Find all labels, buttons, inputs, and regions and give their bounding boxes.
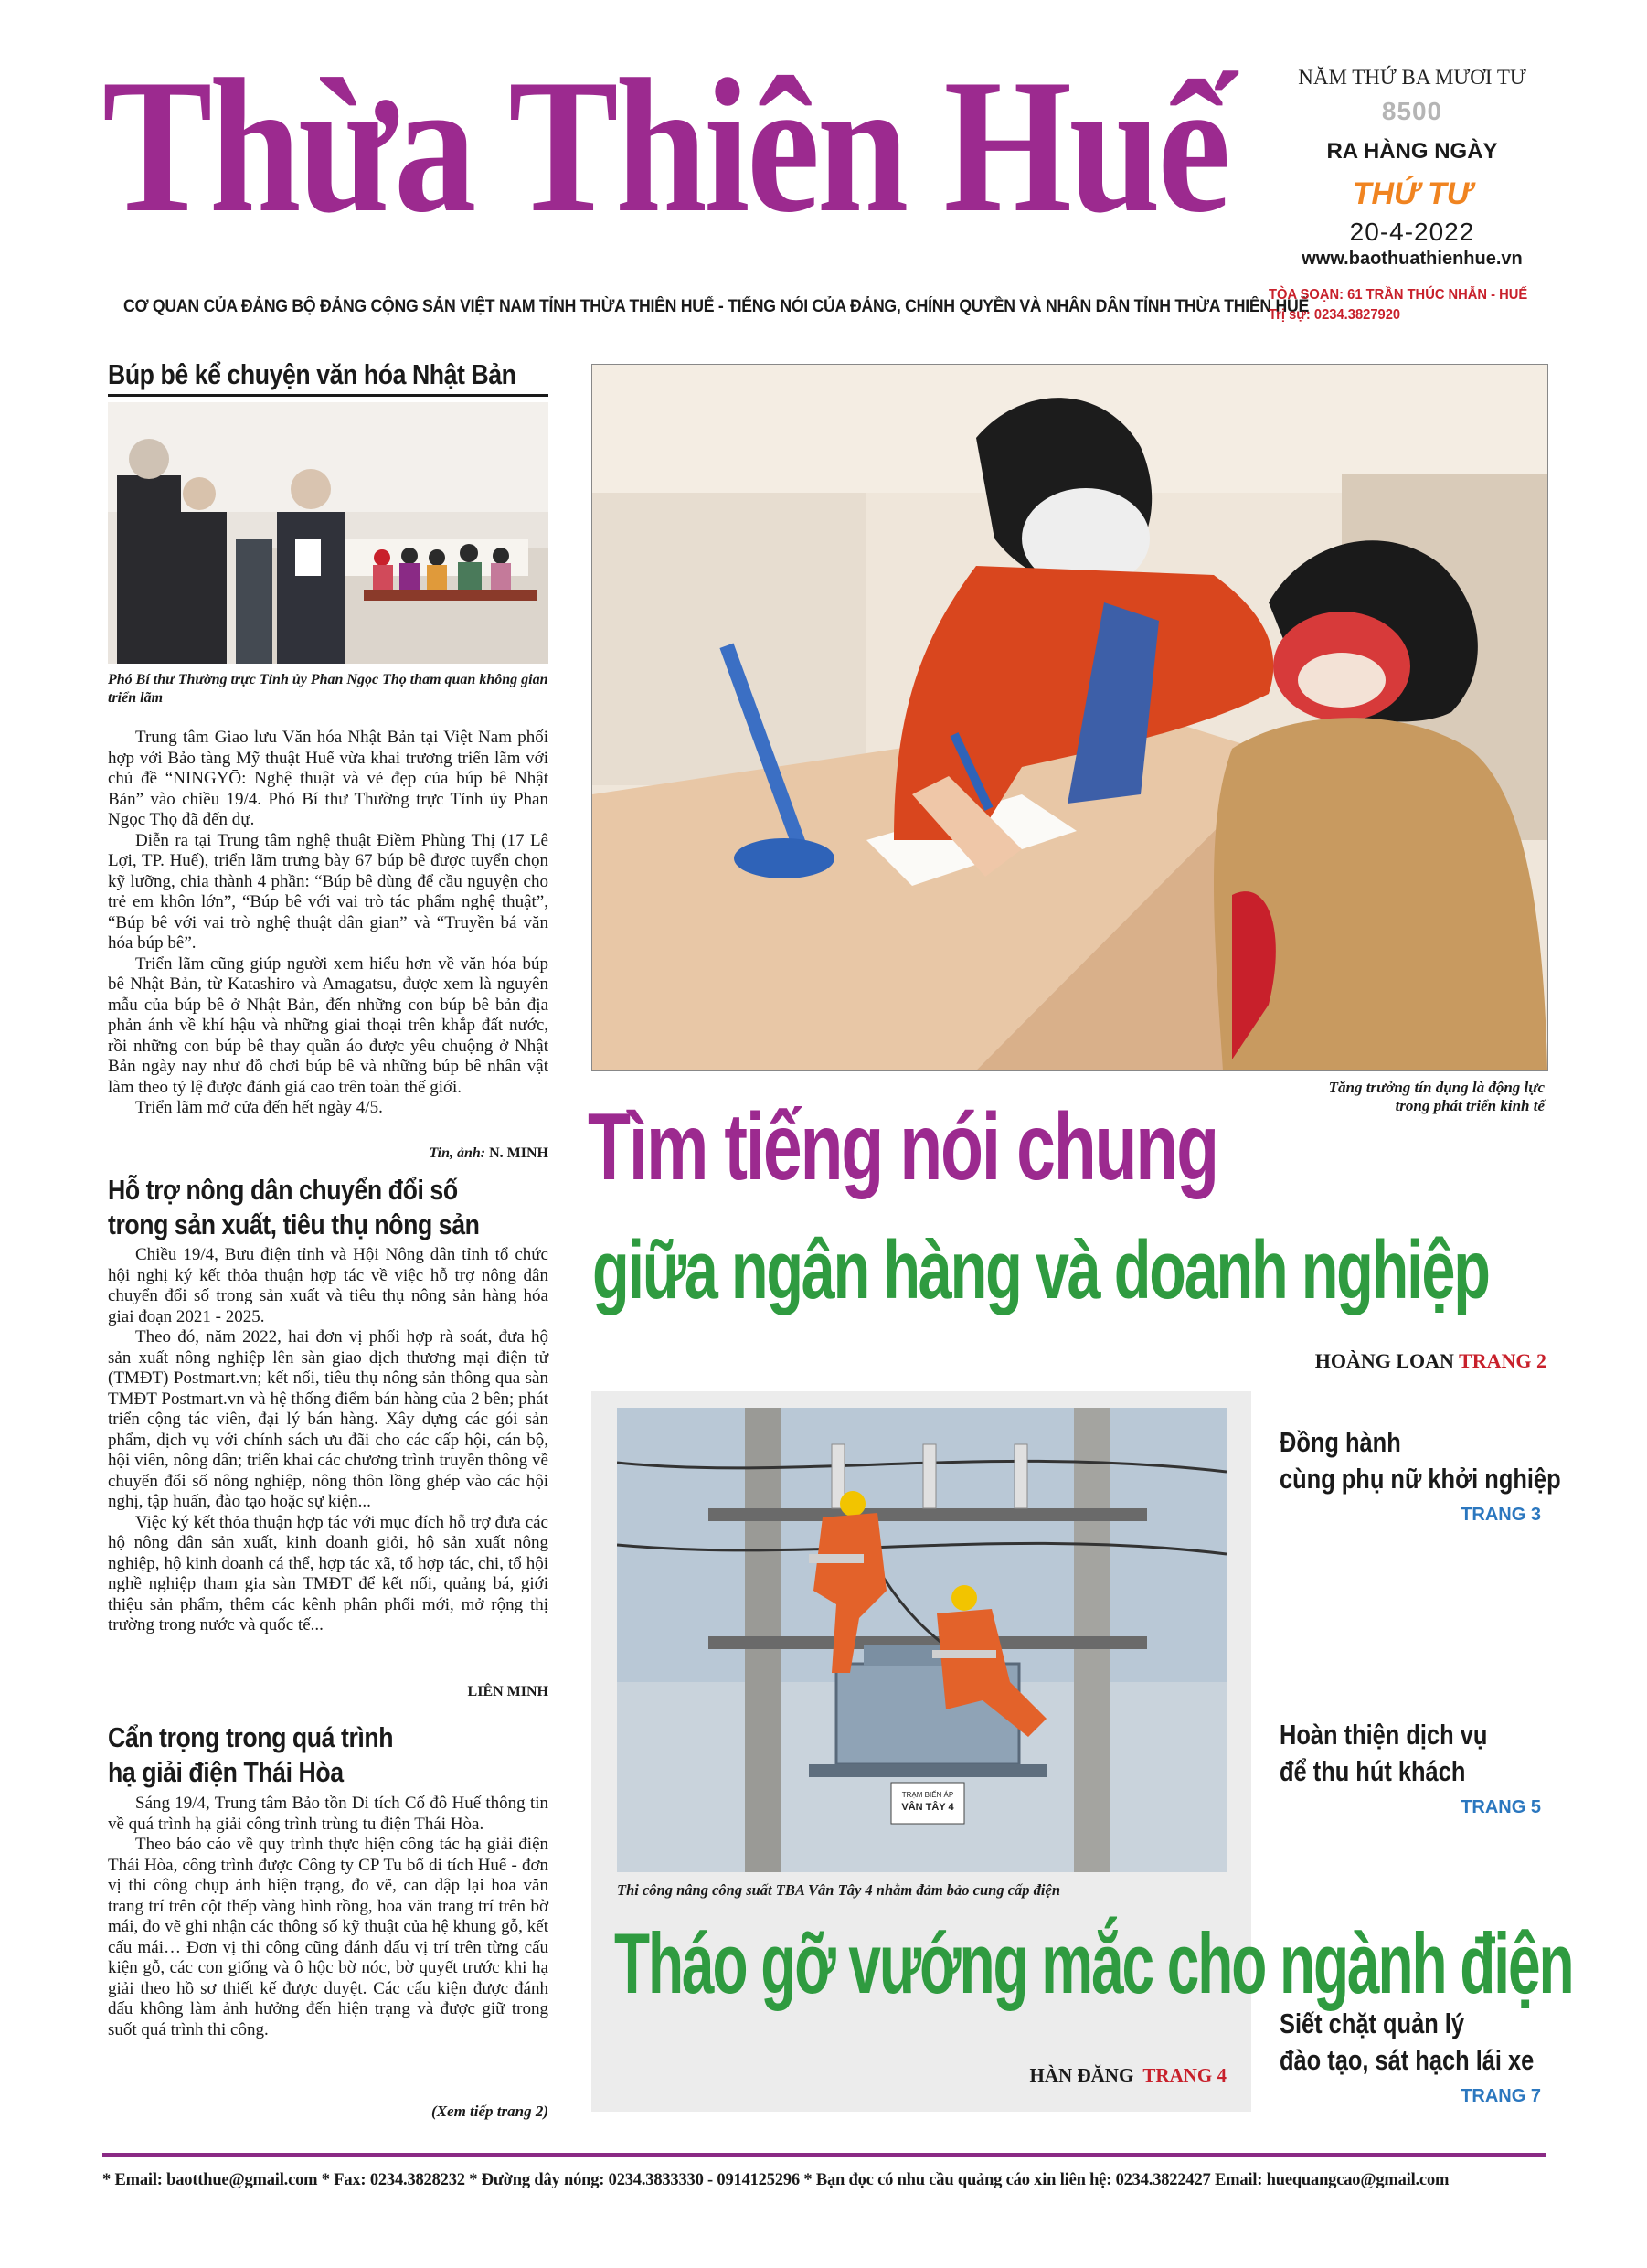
office-phone: Trị sự: 0234.3827920 (1269, 307, 1401, 323)
article1-byline-name: N. MINH (489, 1145, 548, 1161)
teaser-page-ref: TRANG 7 (1461, 2086, 1541, 2106)
substation-sign-line2: VÂN TÂY 4 (901, 1802, 954, 1813)
doll-exhibition-photo (108, 402, 548, 664)
teaser-item[interactable] (1280, 1717, 1554, 1818)
teaser-page-ref: TRANG 5 (1461, 1797, 1541, 1817)
power-author-line (823, 2064, 1227, 2087)
footer-rule (102, 2153, 1546, 2157)
power-author: HÀN ĐĂNG (1029, 2064, 1134, 2086)
frequency-label: RA HÀNG NGÀY (1326, 139, 1498, 164)
teaser-item[interactable] (1280, 2006, 1554, 2107)
newspaper-title: Thừa Thiên Huế (102, 40, 1228, 252)
article2-paragraph: Việc ký kết thỏa thuận hợp tác với mục đích hỗ trợ đưa các hộ nông dân sản xuất, kinh doanh giỏi, hộ sản xuất nông nghiệp, hộ kinh doanh cá thể, hợp tác xã, tổ hợp tác, chi, tổ hội nghề nghiệp tham gia sàn TMĐT để kết nối, quảng bá, giới thiệu sản phẩm, thêm các kênh phân phối mới, mở rộng thị trường trong nước và quốc tế... (108, 1512, 548, 1634)
article3-title-line1: Cẩn trọng trong quá trình (108, 1721, 394, 1753)
teaser-title-line2: cùng phụ nữ khởi nghiệp (1280, 1463, 1561, 1495)
website-link[interactable]: www.baothuathienhue.vn (1302, 249, 1523, 269)
footer-contacts: * Email: baotthue@gmail.com * Fax: 0234.3828232 * Đường dây nóng: 0234.3833330 - 0914125296 * Bạn đọc có nhu cầu quảng cáo xin liên hệ: 0234.3822427 Email: huequangcao@gmail.com (102, 2171, 1450, 2189)
teaser-title-line1: Đồng hành (1280, 1426, 1401, 1458)
article1-title[interactable]: Búp bê kể chuyện văn hóa Nhật Bản (108, 358, 516, 390)
article1-paragraph: Trung tâm Giao lưu Văn hóa Nhật Bản tại Việt Nam phối hợp với Bảo tàng Mỹ thuật Huế vừa khai trương triển lãm với chủ đề “NINGYŌ: Nghệ thuật và vẻ đẹp của búp bê Nhật Bản” vào chiều 19/4. Phó Bí thư Thường trực Tỉnh ủy Phan Ngọc Thọ đã đến dự. (108, 728, 548, 829)
article3-title-line2: hạ giải điện Thái Hòa (108, 1756, 344, 1788)
article3-body (108, 1794, 548, 2040)
power-photo-caption: Thi công nâng công suất TBA Vân Tây 4 nhằm đảm bảo cung cấp điện (617, 1881, 1060, 1899)
power-workers-photo (617, 1408, 1227, 1872)
teaser-item[interactable] (1280, 1424, 1561, 1526)
weekday-label: THỨ TƯ (1352, 176, 1472, 211)
teaser-title-line2: để thu hút khách (1280, 1755, 1466, 1787)
lead-author-line (1097, 1349, 1546, 1373)
article1-byline (108, 1145, 548, 1162)
office-info (1269, 285, 1570, 325)
teaser-title-line1: Hoàn thiện dịch vụ (1280, 1719, 1488, 1751)
lead-photo-caption-line2: trong phát triển kinh tế (1395, 1097, 1545, 1114)
teaser-title-line1: Siết chặt quản lý (1280, 2007, 1465, 2039)
power-headline[interactable]: Tháo gỡ vướng mắc cho ngành điện (614, 1915, 1573, 2011)
article3-continued[interactable]: (Xem tiếp trang 2) (431, 2103, 548, 2120)
article2-title-line2: trong sản xuất, tiêu thụ nông sản (108, 1209, 480, 1240)
article1-paragraph: Triển lãm mở cửa đến hết ngày 4/5. (135, 1098, 383, 1117)
lead-author: HOÀNG LOAN (1314, 1349, 1454, 1372)
article1-body (108, 728, 548, 1119)
article1-rule (108, 394, 548, 397)
article3-title[interactable] (108, 1720, 548, 1790)
office-address: TÒA SOẠN: 61 TRẦN THÚC NHẪN - HUẾ (1269, 287, 1528, 303)
article2-byline: LIÊN MINH (467, 1684, 548, 1699)
issue-number: 8500 (1381, 97, 1443, 125)
lead-photo-caption-line1: Tăng trưởng tín dụng là động lực (1328, 1079, 1545, 1096)
article2-paragraph: Theo đó, năm 2022, hai đơn vị phối hợp rà soát, đưa hộ sản xuất nông nghiệp lên sàn giao dịch thương mại điện tử (TMĐT) Postmart.vn; kết nối, tiêu thụ nông sản thông qua sàn TMĐT Postmart.vn và hệ thống điểm bán hàng của 2 bên; phát triển cộng tác viên, đại lý bán hàng. Xây dựng các gói sản phẩm, dịch vụ với chính sách ưu đãi cho các cấp hội, cán bộ, hội viên, nông dân; triển khai các chương trình truyền thông về chuyển đổi số nông nghiệp, nông thôn lồng ghép vào các hội nghị, tập huấn, đào tạo hoặc sự kiện... (108, 1327, 548, 1511)
lead-page-ref[interactable]: TRANG 2 (1459, 1349, 1546, 1372)
article1-photo-caption: Phó Bí thư Thường trực Tỉnh ủy Phan Ngọc Thọ tham quan không gian triển lãm (108, 672, 548, 706)
article1-byline-prefix: Tin, ảnh: (429, 1145, 486, 1161)
article1-paragraph: Triển lãm cũng giúp người xem hiểu hơn về văn hóa búp bê Nhật Bản, từ Katashiro và Amagatsu, được xem là nguyên mẫu của búp bê ở Nhật Bản, đến những con búp bê bản địa phản ánh về khí hậu và những giai thoại trên khắp đất nước, rồi những con búp bê thay quần áo được yêu chuộng ở Nhật Bản ngày nay như đồ chơi búp bê và những búp bê nhân vật làm theo tỷ lệ được đánh giá cao trên toàn thế giới. (108, 953, 548, 1097)
article2-title-line1: Hỗ trợ nông dân chuyển đổi số (108, 1174, 458, 1206)
teaser-page-ref: TRANG 3 (1461, 1505, 1541, 1525)
article3-paragraph: Sáng 19/4, Trung tâm Bảo tồn Di tích Cố đô Huế thông tin về quá trình hạ giải công trình trùng tu điện Thái Hòa. (108, 1794, 548, 1834)
bank-counter-photo (591, 364, 1548, 1071)
substation-sign-line1: TRẠM BIẾN ÁP (901, 1791, 954, 1799)
article2-paragraph: Chiều 19/4, Bưu điện tỉnh và Hội Nông dân tỉnh tổ chức hội nghị ký kết thỏa thuận hợp tác về việc hỗ trợ nông dân chuyển đổi số trong sản xuất và tiêu thụ nông sản hàng hóa giai đoạn 2021 - 2025. (108, 1245, 548, 1326)
power-page-ref[interactable]: TRANG 4 (1142, 2064, 1227, 2086)
year-label: NĂM THỨ BA MƯƠI TƯ (1298, 66, 1526, 89)
article2-body (108, 1245, 548, 1636)
lead-headline-line1[interactable]: Tìm tiếng nói chung (588, 1094, 1217, 1200)
article2-title[interactable] (108, 1173, 548, 1242)
article3-paragraph: Theo báo cáo về quy trình thực hiện công tác hạ giải điện Thái Hòa, công trình được Công ty CP Tu bổ di tích Huế - đơn vị thi công chụp ảnh hiện trạng, đo vẽ, can dập lại hoa văn trang trí trên cột thếp vàng hình rồng, hoa văn trang trí trên bờ mái, đo vẽ ghi nhận các thông số kỹ thuật của hệ khung gỗ, kết cấu mái… Đơn vị thi công cũng đánh dấu vị trí trên từng cấu kiện gỗ, các con giống và ô hộc bờ nóc, bờ quyết trước khi hạ giải theo hồ sơ thiết kế được duyệt. Các cấu kiện được đánh dấu không làm ảnh hưởng đến hiện trạng và được giữ trong suốt quá trình thi công. (108, 1835, 548, 2039)
teaser-title-line2: đào tạo, sát hạch lái xe (1280, 2044, 1535, 2076)
lead-headline-line2[interactable]: giữa ngân hàng và doanh nghiệp (592, 1225, 1489, 1316)
masthead-tagline: CƠ QUAN CỦA ĐẢNG BỘ ĐẢNG CỘNG SẢN VIỆT NAM TỈNH THỪA THIÊN HUẾ - TIẾNG NÓI CỦA ĐẢNG, CHÍNH QUYỀN VÀ NHÂN DÂN TỈNH THỪA THIÊN HUẾ (123, 297, 1309, 316)
issue-date: 20-4-2022 (1349, 218, 1475, 246)
article1-paragraph: Diễn ra tại Trung tâm nghệ thuật Điềm Phùng Thị (17 Lê Lợi, TP. Huế), triển lãm trưng bày 67 búp bê được tuyển chọn kỹ lưỡng, chia thành 4 phần: “Búp bê dùng để cầu nguyện cho trẻ em khôn lớn”, “Búp bê với vai trò tác phẩm nghệ thuật”, “Búp bê với vai trò nghệ thuật dân gian” và “Truyền bá văn hóa búp bê”. (108, 830, 548, 953)
